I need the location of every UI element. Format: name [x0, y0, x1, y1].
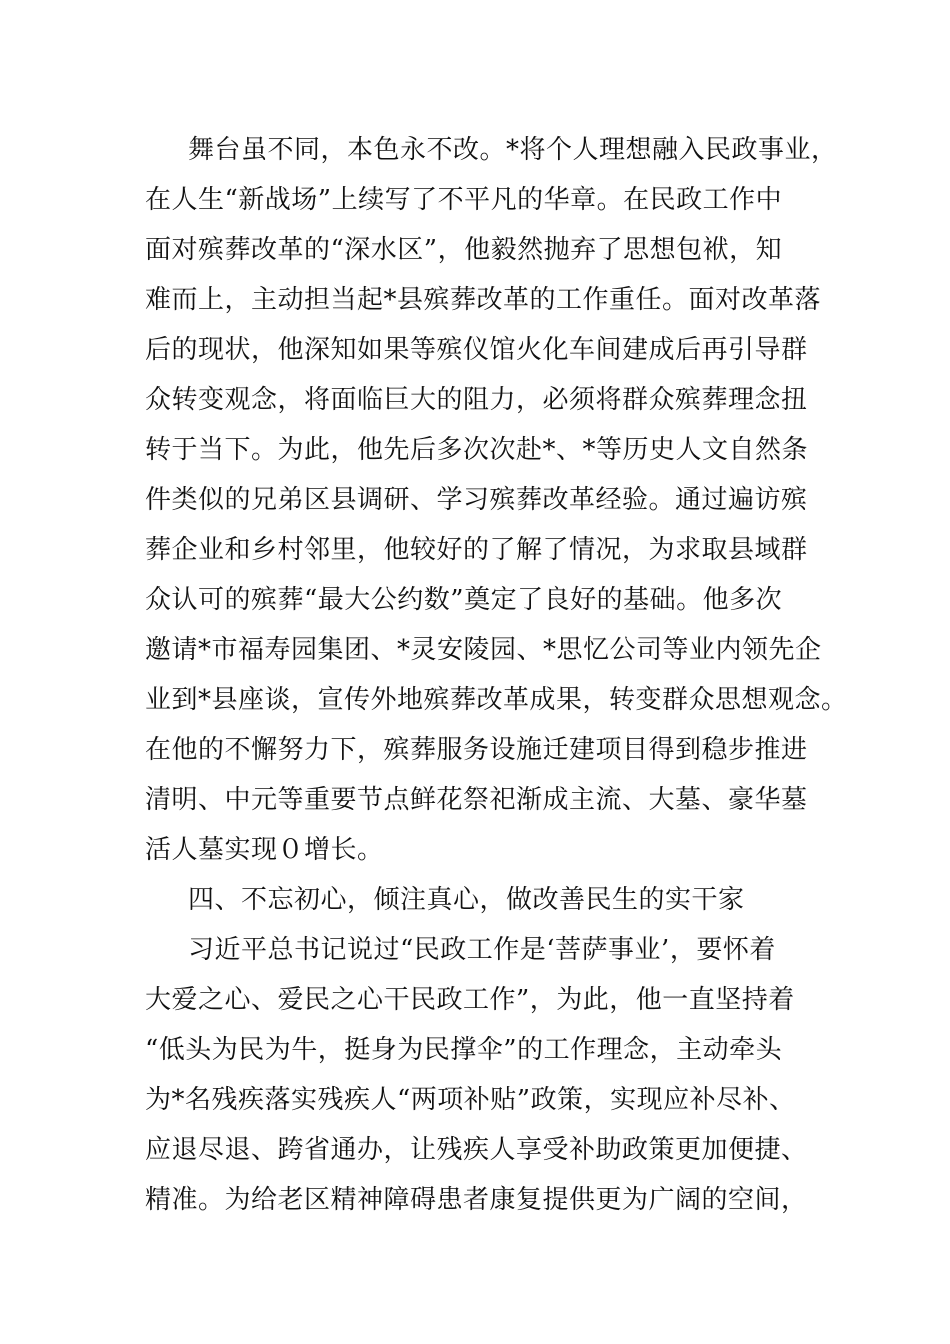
- paragraph-line: 活人墓实现０增长。: [145, 835, 384, 865]
- paragraph-line: 件类似的兄弟区县调研、学习殡葬改革经验。通过遍访殡: [145, 485, 808, 515]
- paragraph-line: 舞台虽不同，本色永不改。*将个人理想融入民政事业，: [188, 135, 838, 165]
- paragraph-line: 转于当下。为此，他先后多次次赴*、*等历史人文自然条: [145, 435, 809, 465]
- section-heading: 四、不忘初心，倾注真心，做改善民生的实干家: [188, 885, 745, 915]
- paragraph-line: 在他的不懈努力下，殡葬服务设施迁建项目得到稳步推进: [145, 735, 808, 765]
- paragraph-line: 大爱之心、爱民之心干民政工作”，为此，他一直坚持着: [145, 985, 795, 1015]
- paragraph-line: 葬企业和乡村邻里，他较好的了解了情况，为求取县域群: [145, 535, 808, 565]
- paragraph-line: 邀请*市福寿园集团、*灵安陵园、*思忆公司等业内领先企: [145, 635, 822, 665]
- paragraph-line: “低头为民为牛，挺身为民撑伞”的工作理念，主动牵头: [145, 1035, 783, 1065]
- paragraph-line: 业到*县座谈，宣传外地殡葬改革成果，转变群众思想观念。: [145, 685, 848, 715]
- paragraph-line: 在人生“新战场”上续写了不平凡的华章。在民政工作中: [145, 185, 783, 215]
- paragraph-line: 应退尽退、跨省通办，让残疾人享受补助政策更加便捷、: [145, 1135, 808, 1165]
- paragraph-line: 习近平总书记说过“民政工作是‘菩萨事业’，要怀着: [188, 935, 776, 965]
- paragraph-line: 面对殡葬改革的“深水区”，他毅然抛弃了思想包袱，知: [145, 235, 783, 265]
- paragraph-line: 众认可的殡葬“最大公约数”奠定了良好的基础。他多次: [145, 585, 783, 615]
- paragraph-line: 精准。为给老区精神障碍患者康复提供更为广阔的空间，: [145, 1185, 808, 1215]
- paragraph-line: 众转变观念，将面临巨大的阻力，必须将群众殡葬理念扭: [145, 385, 808, 415]
- paragraph-line: 难而上，主动担当起*县殡葬改革的工作重任。面对改革落: [145, 285, 822, 315]
- paragraph-line: 后的现状，他深知如果等殡仪馆火化车间建成后再引导群: [145, 335, 808, 365]
- paragraph-line: 清明、中元等重要节点鲜花祭祀渐成主流、大墓、豪华墓: [145, 785, 808, 815]
- paragraph-line: 为*名残疾落实残疾人“两项补贴”政策，实现应补尽补、: [145, 1085, 796, 1115]
